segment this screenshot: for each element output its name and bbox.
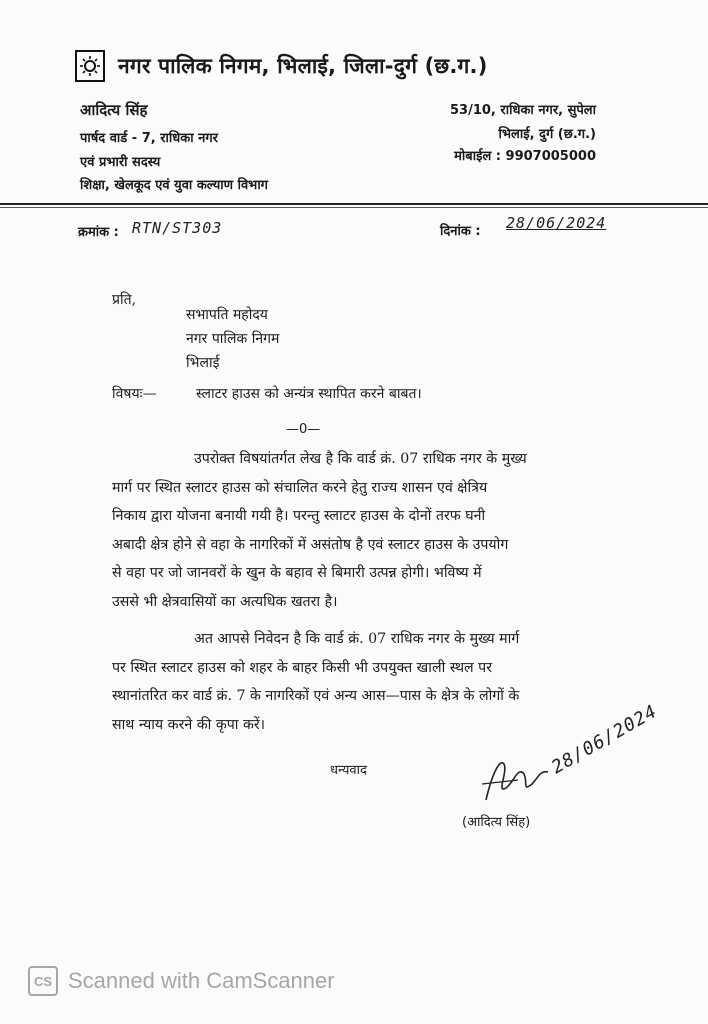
paragraph-line: साथ न्याय करने की कृपा करें। — [112, 716, 266, 733]
body-paragraph-1 — [112, 445, 592, 616]
ref-label: क्रमांक : — [78, 225, 119, 240]
to-line-1: सभापति महोदय — [186, 307, 268, 323]
sender-role: एवं प्रभारी सदस्य — [80, 155, 161, 170]
paragraph-line: उससे भी क्षेत्रवासियों का अत्यधिक खतरा है। — [112, 593, 338, 610]
paragraph-line: स्थानांतरित कर वार्ड क्रं. 7 के नागरिकों एवं अन्य आस—पास के क्षेत्र के लोगों के — [112, 688, 520, 704]
body-paragraph-2 — [112, 625, 592, 739]
watermark-text: Scanned with CamScanner — [68, 968, 335, 993]
org-name: नगर पालिक निगम, भिलाई, जिला-दुर्ग (छ.ग.) — [118, 54, 488, 78]
separator: —0— — [286, 422, 321, 437]
subject-label: विषयः— — [112, 386, 157, 402]
sender-address-line1: 53/10, राधिका नगर, सुपेला — [450, 103, 596, 118]
to-prefix: प्रति, — [112, 292, 137, 308]
signature-icon — [478, 744, 558, 814]
header-rule — [0, 203, 708, 205]
header-rule-thin — [0, 207, 708, 208]
sender-mobile: मोबाईल : 9907005000 — [454, 149, 596, 164]
paragraph-line: अत आपसे निवेदन है कि वार्ड क्रं. 07 राधिक नगर के मुख्य मार्ग — [194, 631, 520, 647]
paragraph-line: पर स्थित स्लाटर हाउस को शहर के बाहर किसी भी उपयुक्त खाली स्थल पर — [112, 659, 493, 676]
sender-address-line2: भिलाई, दुर्ग (छ.ग.) — [498, 127, 596, 142]
sender-name: आदित्य सिंह — [80, 101, 148, 119]
sender-designation: पार्षद वार्ड - 7, राधिका नगर — [80, 131, 218, 146]
to-line-3: भिलाई — [186, 355, 220, 371]
paragraph-line: से वहा पर जो जानवरों के खुन के बहाव से बिमारी उत्पन्न होगी। भविष्य में — [112, 565, 482, 581]
paragraph-line: मार्ग पर स्थित स्लाटर हाउस को संचालित करने हेतु राज्य शासन एवं क्षेत्रिय — [112, 479, 488, 496]
signatory-name: (आदित्य सिंह) — [462, 815, 531, 830]
paragraph-line: निकाय द्वारा योजना बनायी गयी है। परन्तु स्लाटर हाउस के दोनों तरफ घनी — [112, 508, 486, 524]
paragraph-line: उपरोक्त विषयांतर्गत लेख है कि वार्ड क्रं. 07 राधिक नगर के मुख्य — [194, 451, 527, 467]
date-value: 28/06/2024 — [506, 214, 607, 232]
subject-text: स्लाटर हाउस को अन्यंत्र स्थापित करने बाबत। — [196, 386, 422, 402]
camscanner-watermark — [28, 966, 335, 996]
paragraph-line: अबादी क्षेत्र होने से वहा के नागरिकों में असंतोष है एवं स्लाटर हाउस के उपयोग — [112, 536, 509, 553]
ref-number: RTN/ST303 — [132, 219, 223, 237]
municipal-logo-icon — [75, 50, 105, 82]
closing: धन्यवाद — [330, 763, 367, 778]
sender-department: शिक्षा, खेलकूद एवं युवा कल्याण विभाग — [80, 178, 269, 193]
date-label: दिनांक : — [440, 224, 481, 239]
signature-date: 28/06/2024 — [548, 700, 662, 779]
to-line-2: नगर पालिक निगम — [186, 331, 280, 347]
camscanner-icon: CS — [28, 966, 58, 996]
